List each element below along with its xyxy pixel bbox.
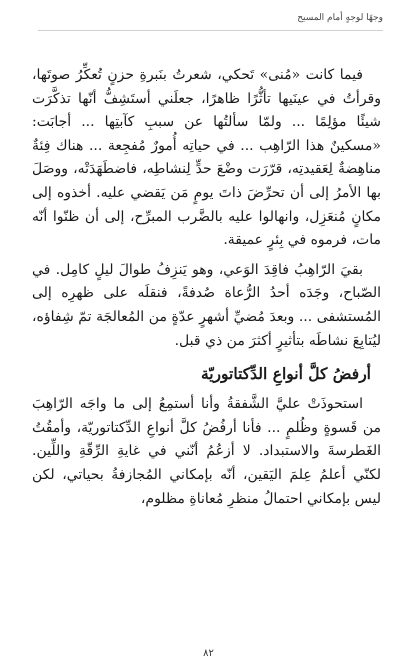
running-header: وجهًا لوجهٍ أمام المسيح [297,13,383,23]
paragraph: استحوذَتْ عليَّ الشَّفقةُ وأنا أستمِعُ إلى ما واجَه الرّاهِبَ من قَسوةٍ وظُلمٍ ... فأنا أرفُضُ كلَّ أنواعِ الدِّكتاتوريّة، وأمقُتُ الغَطرسةَ والاستبداد. لا أزعُمُ أنّني في غايةِ الرِّقّةِ واللِّين. لكنّي أعلمُ عِلمَ اليَقين، أنّه بإمكاني المُجازفةُ بحياتي، لكن ليس بإمكاني احتمالُ منظرِ مُعاناةِ مظلوم، [32,396,381,507]
body-text [32,64,381,511]
paragraph: بقيَ الرّاهِبُ فاقِدَ الوَعي، وهو يَنزِفُ طوالَ ليلٍ كامِل. في الصّباح، وجَدَه أحدُ الرُّعاة صُدفةً، فنقلَه على ظهرِه إلى المُستشفى ... وبعدَ مُضيِّ أشهرٍ عدّةٍ من المُعالجَة تمّ شِفاؤه، ليُتابِعَ نشاطَه بتأثيرٍ أكثرَ من ذي قبل. [32,261,381,349]
page-number: ٨٢ [203,648,214,659]
paragraph: فيما كانت «مُنى» تَحكي، شعرتُ بنَبرةِ حزنٍ تُعكِّرُ صوتَها، وقرأتُ في عينَيها تأثُّرًا ظاهرًا، جعلَني أستَشِفُّ أنّها تذكَّرَت شيئًا مؤلِمًا ... ولمّا سألتُها عن سببِ كآبتِها ... أجابَت: «مسكينٌ هذا الرّاهِب ... في حياتِه أُمورٌ مُفجِعة ... هناك فِئةٌ مناهِضةٌ لِعَقيدتِه، قرّرَت وضْعَ حدٍّ لِنشاطِه، فاضطَهَدَتْه، ووصَلَ بها الأمرُ إلى أن تحرِّضَ ذاتَ يومٍ مَن يَقضي عليه. أخذوه إلى مكانٍ مُنعَزِل، وانهالوا عليه بالضَّرب المبرِّح، إلى أن ظنّوا أنّه مات، فرموه في بِئرٍ عميقة. [32,67,381,249]
header-divider [38,30,383,31]
section-heading: أرفضُ كلَّ أنواعِ الدِّكتاتوريّة [200,364,371,384]
